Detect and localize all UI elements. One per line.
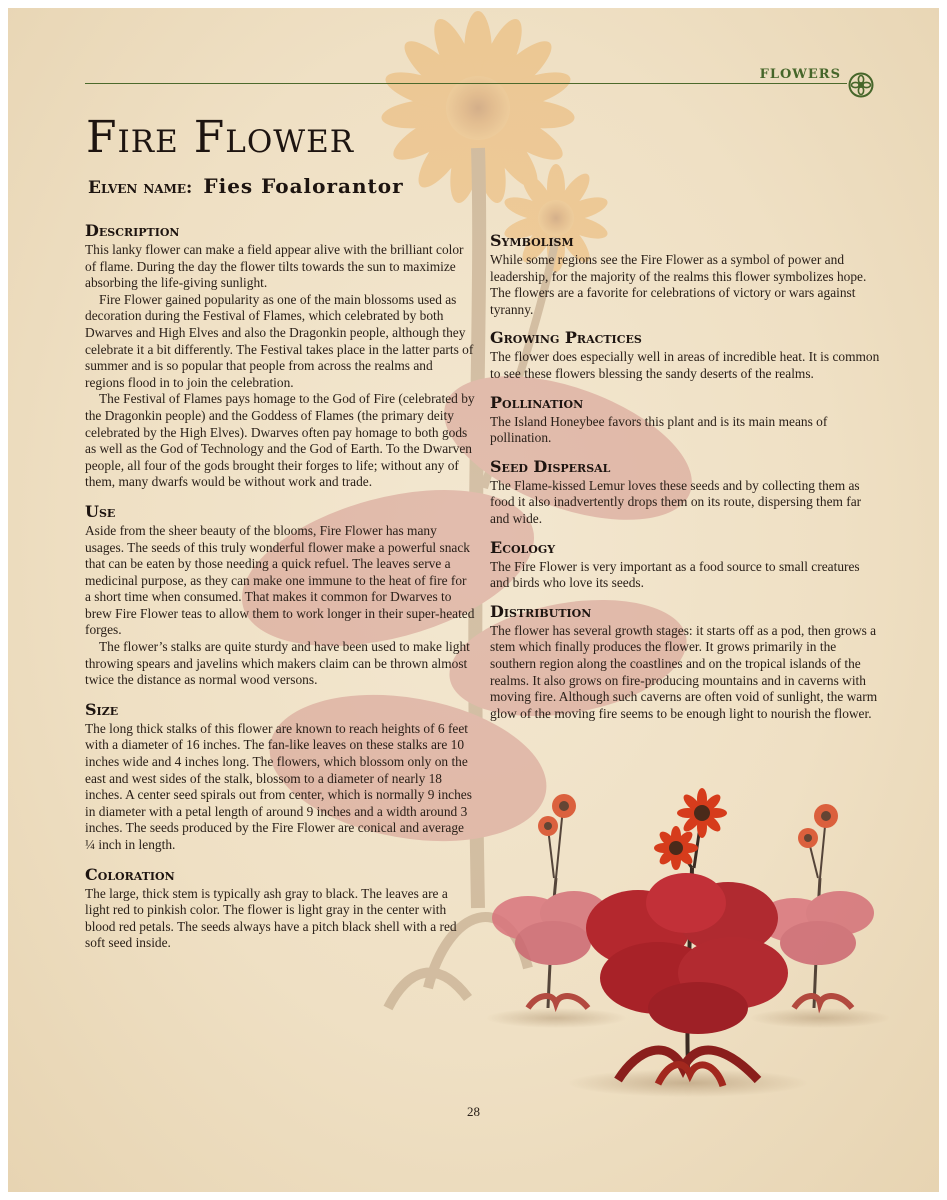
- page-title: Fire Flower: [86, 112, 355, 163]
- flower-emblem-icon: [848, 72, 874, 98]
- seed-dispersal-section: [490, 456, 880, 528]
- distribution-heading: Distribution: [490, 601, 592, 621]
- growing-practices-paragraph-1: The flower does especially well in areas of incredible heat. It is common to see these flowers blessing the sandy deserts of the realms.: [490, 349, 880, 381]
- description-paragraph-2: Fire Flower gained popularity as one of the main blossoms used as decoration during the Festival of Flames, which celebrated by both Dwarves and High Elves and also the Dragonkin people, although they celebrate it a bit differently. The Festival takes place in the latter parts of summer and is so popular that people from across the realms and regions flood in to join the celebration.: [85, 291, 474, 390]
- size-paragraph-1: The long thick stalks of this flower are known to reach heights of 6 feet with a diameter of 16 inches. The fan-like leaves on these stalks are 10 inches wide and 4 inches long. The flowers, which blossom only on the east and west sides of the stalk, blossom to a diameter of nearly 18 inches. A center seed spirals out from center, which is normally 9 inches in diameter with a petal length of around 9 inches and a width around 3 inches. The seeds produced by the Fire Flower are conical and average ¼ inch in length.: [85, 720, 472, 852]
- use-section: [85, 501, 475, 689]
- ecology-heading: Ecology: [490, 537, 556, 557]
- main-fire-flower-plant: [568, 788, 808, 1097]
- description-paragraph-3: The Festival of Flames pays homage to the God of Fire (celebrated by the Dragonkin people) and the Goddess of Flames (the primary deity celebrated by the High Elves). Dwarves often pay homage to both gods as well as the God of Technology and the God of Earth. To the Dwarven people, all four of the gods brought their forges to life; without any of them, many dwarfs would be without work and trade.: [85, 391, 475, 490]
- use-paragraph-2: The flower’s stalks are quite sturdy and have been used to make light throwing spears and javelins which makers claim can be thrown almost twice the distance as normal wood versons.: [85, 639, 470, 688]
- elven-name-label: Elven name:: [88, 178, 193, 198]
- section-label: FLOWERS: [759, 67, 841, 82]
- symbolism-heading: Symbolism: [490, 231, 574, 250]
- seed-dispersal-paragraph-1: The Flame-kissed Lemur loves these seeds and by collecting them as food it also inadvertently drops them on its route, dispersing them far and wide.: [490, 477, 862, 526]
- right-column: [490, 230, 880, 731]
- header-rule: [85, 83, 847, 84]
- book-page: [8, 8, 939, 1192]
- coloration-section: [85, 864, 475, 952]
- ecology-section: [490, 537, 880, 592]
- distribution-paragraph-1: The flower has several growth stages: it starts off as a pod, then grows a stem which finally produces the flower. It grows primarily in the southern region along the coastlines and on the tropical islands of the realms. It also grows on fire-producing mountains and in caverns with moving fire. Although such caverns are often void of sunlight, the warm glow of the moving fire seems to be enough light to nourish the flower.: [490, 622, 878, 721]
- description-section: [85, 220, 475, 491]
- description-heading: Description: [85, 221, 180, 240]
- seed-dispersal-heading: Seed Dispersal: [490, 456, 611, 476]
- size-section: [85, 699, 475, 854]
- size-heading: Size: [85, 699, 119, 719]
- use-heading: Use: [85, 501, 116, 521]
- symbolism-paragraph-1: While some regions see the Fire Flower as a symbol of power and leadership, for the majority of the realms this flower symbolizes hope. The flowers are a favorite for celebrations of victory or wars against tyranny.: [490, 252, 867, 317]
- pollination-section: [490, 392, 880, 447]
- coloration-paragraph-1: The large, thick stem is typically ash gray to black. The leaves are a light red to pinkish color. The flower is light gray in the center with blood red petals. The seeds always have a pitch black shell with a red soft seed inside.: [85, 885, 457, 951]
- growing-practices-section: [490, 327, 880, 382]
- pollination-paragraph-1: The Island Honeybee favors this plant and is its main means of pollination.: [490, 413, 828, 446]
- pollination-heading: Pollination: [490, 392, 584, 412]
- distribution-section: [490, 601, 880, 723]
- use-paragraph-1: Aside from the sheer beauty of the blooms, Fire Flower has many usages. The seeds of this truly wonderful flower make a powerful snack that can be eaten by those needing a quick refuel. The leaves serve a medicinal purpose, as they can make one immune to the heat of fire for a short time when consumed. That makes it common for Dwarves to brew Fire Flower teas to allow them to work longer in their super-heated forges.: [85, 522, 475, 638]
- symbolism-section: [490, 230, 880, 318]
- growing-practices-heading: Growing Practices: [490, 328, 642, 348]
- description-paragraph-1: This lanky flower can make a field appear alive with the brilliant color of flame. During the day the flower tilts towards the sun to maximize absorbing the life-giving sunlight.: [85, 242, 464, 291]
- elven-name: [88, 174, 404, 198]
- ecology-paragraph-1: The Fire Flower is very important as a food source to small creatures and birds who love its seeds.: [490, 558, 860, 591]
- left-column: [85, 220, 475, 962]
- page-number: 28: [467, 1104, 480, 1119]
- coloration-heading: Coloration: [85, 864, 175, 884]
- elven-name-value: Fies Foalorantor: [203, 174, 404, 198]
